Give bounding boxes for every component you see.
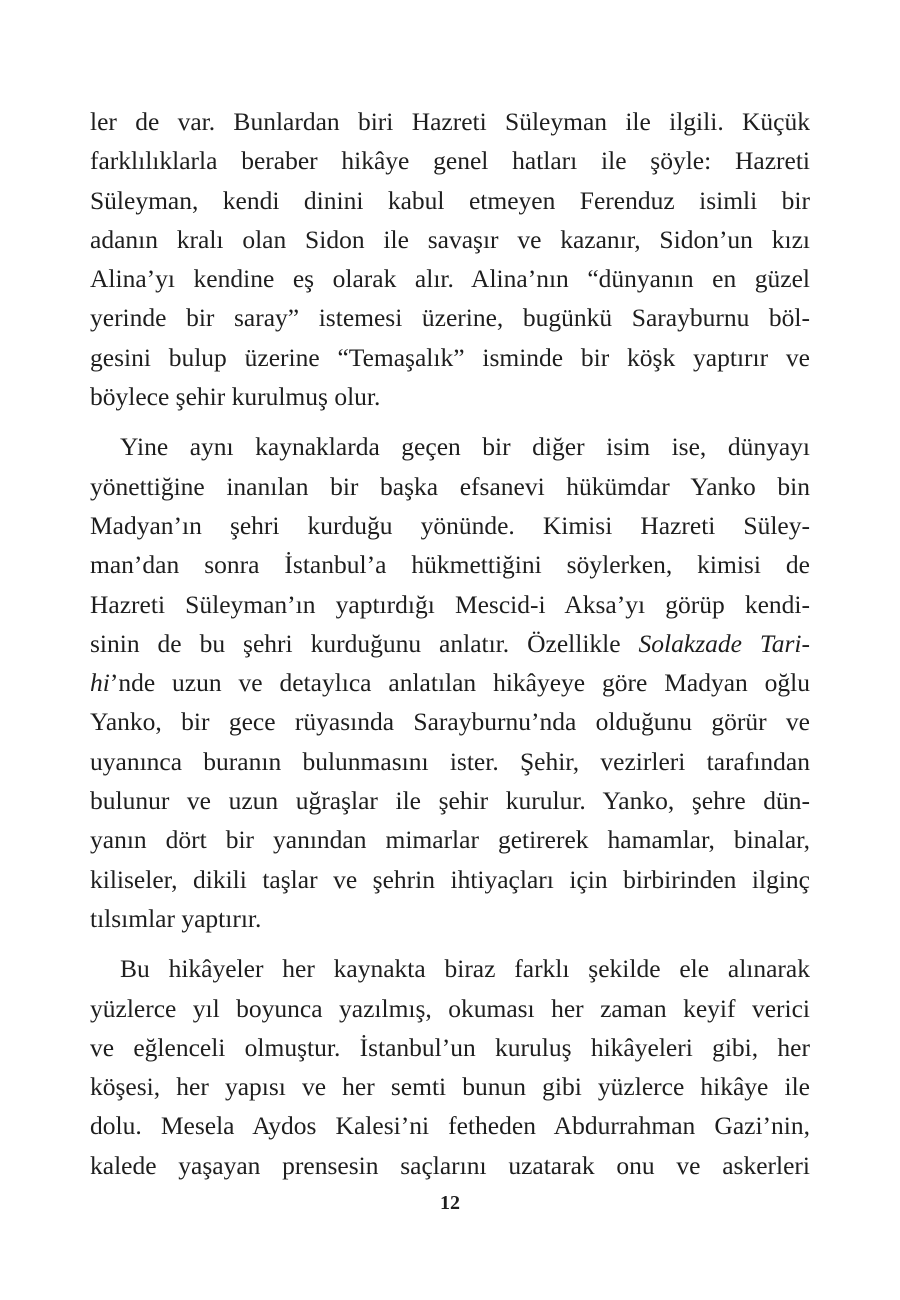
text-line: yüzlerce yıl boyunca yazılmış, okuması her zaman keyif verici xyxy=(90,993,810,1023)
text-line: kalede yaşayan prensesin saçlarını uzatarak onu ve askerleri xyxy=(90,1150,810,1180)
text-line: man’dan sonra İstanbul’a hükmettiğini söylerken, kimisi de xyxy=(90,550,810,580)
text-line: Hazreti Süleyman’ın yaptırdığı Mescid-i Aksa’yı görüp kendi- xyxy=(90,589,810,619)
paragraph xyxy=(90,102,810,416)
text-line: bulunur ve uzun uğraşlar ile şehir kurulur. Yanko, şehre dün- xyxy=(90,786,810,816)
text-line: böylece şehir kurulmuş olur. xyxy=(90,382,381,412)
text-line: Yine aynı kaynaklarda geçen bir diğer isim ise, dünyayı xyxy=(120,432,810,462)
text-line: uyanınca buranın bulunmasını ister. Şehir, vezirleri tarafından xyxy=(90,746,810,776)
text-line xyxy=(90,663,810,702)
text-line: dolu. Mesela Aydos Kalesi’ni fetheden Abdurrahman Gazi’nin, xyxy=(90,1111,810,1141)
text-line: adanın kralı olan Sidon ile savaşır ve kazanır, Sidon’un kızı xyxy=(90,224,810,254)
text-line: Süleyman, kendi dinini kabul etmeyen Ferenduz isimli bir xyxy=(90,185,810,215)
text-line: farklılıklarla beraber hikâye genel hatları ile şöyle: Hazreti xyxy=(90,146,810,176)
text-line: yanın dört bir yanından mimarlar getirerek hamamlar, binalar, xyxy=(90,825,810,855)
body-text xyxy=(90,102,810,1185)
text-line: gesini bulup üzerine “Temaşalık” isminde bir köşk yaptırır ve xyxy=(90,342,810,372)
text-line: kiliseler, dikili taşlar ve şehrin ihtiyaçları için birbirinden ilginç xyxy=(90,864,810,894)
text-line: köşesi, her yapısı ve her semti bunun gibi yüzlerce hikâye ile xyxy=(90,1072,810,1102)
italic-book-title: hi xyxy=(90,668,110,698)
text-line: tılsımlar yaptırır. xyxy=(90,903,262,933)
paragraph xyxy=(90,427,810,938)
text-line: ve eğlenceli olmuştur. İstanbul’un kuruluş hikâyeleri gibi, her xyxy=(90,1032,810,1062)
text-span: sinin de bu şehri kurduğunu anlatır. Özellikle xyxy=(90,628,621,658)
text-line: yönettiğine inanılan bir başka efsanevi hükümdar Yanko bin xyxy=(90,471,810,501)
text-line: yerinde bir saray” istemesi üzerine, bugünkü Sarayburnu böl- xyxy=(90,303,810,333)
paragraph xyxy=(90,949,810,1185)
text-span: ’nde uzun ve detaylıca anlatılan hikâyeye göre Madyan oğlu xyxy=(109,668,810,698)
text-line: Yanko, bir gece rüyasında Sarayburnu’nda olduğunu görür ve xyxy=(90,707,810,737)
text-line: Alina’yı kendine eş olarak alır. Alina’nın “dünyanın en güzel xyxy=(90,264,810,294)
text-line xyxy=(90,624,810,663)
italic-book-title: Solakzade Tari- xyxy=(638,628,810,658)
text-line: Madyan’ın şehri kurduğu yönünde. Kimisi Hazreti Süley- xyxy=(90,510,810,540)
text-line: Bu hikâyeler her kaynakta biraz farklı şekilde ele alınarak xyxy=(120,954,810,984)
text-line: ler de var. Bunlardan biri Hazreti Süleyman ile ilgili. Küçük xyxy=(90,107,810,136)
page-number: 12 xyxy=(440,1192,460,1214)
